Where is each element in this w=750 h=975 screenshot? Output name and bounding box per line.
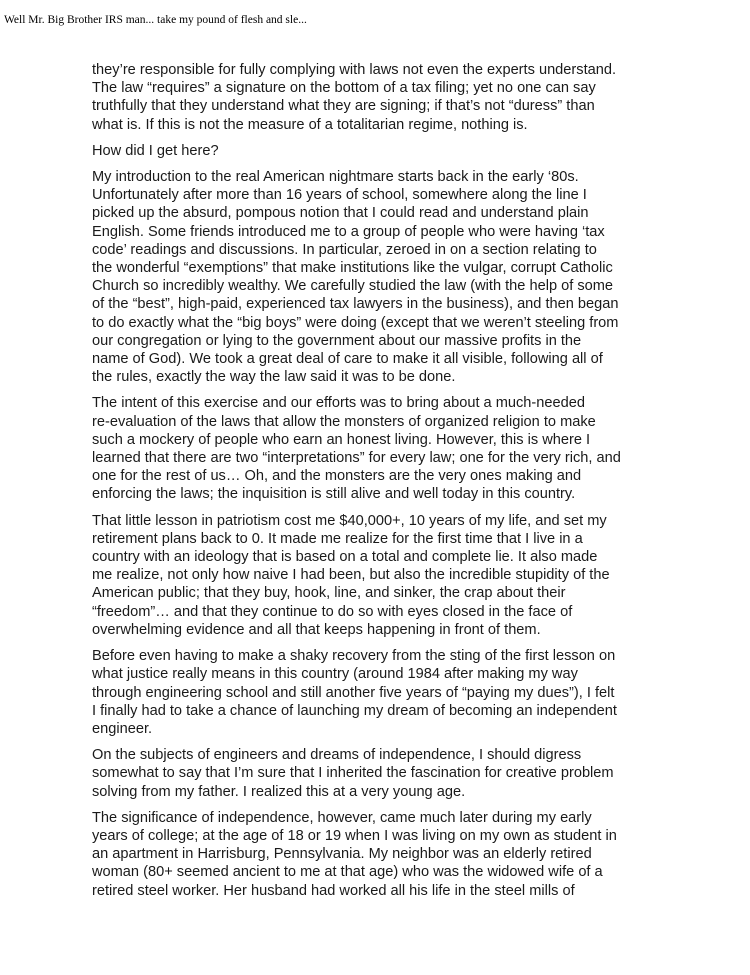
text-line: name of God). We took a great deal of care to make it all visible, following all of xyxy=(92,351,603,368)
text-line: somewhat to say that I’m sure that I inherited the fascination for creative problem xyxy=(92,765,614,782)
text-line: woman (80+ seemed ancient to me at that age) who was the widowed wife of a xyxy=(92,864,603,881)
paragraph xyxy=(92,61,672,134)
text-line: our congregation or lying to the government about our massive profits in the xyxy=(92,332,582,349)
text-line: the wonderful “exemptions” that make institutions like the vulgar, corrupt Catholic xyxy=(92,260,613,277)
text-line: English. Some friends introduced me to a group of people who were having ‘tax xyxy=(92,223,605,240)
text-line: re-evaluation of the laws that allow the monsters of organized religion to make xyxy=(92,413,596,430)
text-line: On the subjects of engineers and dreams of independence, I should digress xyxy=(92,747,582,764)
paragraph xyxy=(92,512,672,639)
paragraph xyxy=(92,647,672,738)
text-line: an apartment in Harrisburg, Pennsylvania. My neighbor was an elderly retired xyxy=(92,846,592,863)
text-line: such a mockery of people who earn an honest living. However, this is where I xyxy=(92,431,591,448)
text-line: American public; that they buy, hook, line, and sinker, the crap about their xyxy=(92,585,566,602)
text-line: through engineering school and still another five years of “paying my dues”), I felt xyxy=(92,684,615,701)
text-line: I finally had to take a chance of launching my dream of becoming an independent xyxy=(92,702,617,719)
text-line: what is. If this is not the measure of a totalitarian regime, nothing is. xyxy=(92,116,528,133)
page-header-title: Well Mr. Big Brother IRS man... take my pound of flesh and sle... xyxy=(4,14,307,26)
text-line: My introduction to the real American nightmare starts back in the early ‘80s. xyxy=(92,169,579,186)
text-line: learned that there are two “interpretations” for every law; one for the very rich, and xyxy=(92,450,621,467)
paragraph xyxy=(92,142,672,160)
document-body xyxy=(92,61,672,908)
text-line: That little lesson in patriotism cost me $40,000+, 10 years of my life, and set my xyxy=(92,512,607,529)
text-line: Church so incredibly wealthy. We carefully studied the law (with the help of some xyxy=(92,278,614,295)
text-line: of the “best”, high-paid, experienced tax lawyers in the business), and then began xyxy=(92,296,619,313)
text-line: code’ readings and discussions. In particular, zeroed in on a section relating to xyxy=(92,241,597,258)
paragraph xyxy=(92,809,672,900)
paragraph xyxy=(92,394,672,503)
text-line: Before even having to make a shaky recovery from the sting of the first lesson on xyxy=(92,648,616,665)
paragraph xyxy=(92,168,672,386)
text-line: Unfortunately after more than 16 years of school, somewhere along the line I xyxy=(92,187,587,204)
text-line: The intent of this exercise and our efforts was to bring about a much-needed xyxy=(92,395,585,412)
text-line: years of college; at the age of 18 or 19 when I was living on my own as student in xyxy=(92,827,617,844)
text-line: enforcing the laws; the inquisition is still alive and well today in this country. xyxy=(92,486,576,503)
text-line: solving from my father. I realized this at a very young age. xyxy=(92,783,466,800)
text-line: me realize, not only how naive I had been, but also the incredible stupidity of the xyxy=(92,567,610,584)
paragraph xyxy=(92,746,672,801)
text-line: to do exactly what the “big boys” were doing (except that we weren’t steeling from xyxy=(92,314,619,331)
text-line: How did I get here? xyxy=(92,142,219,159)
text-line: The significance of independence, however, came much later during my early xyxy=(92,809,592,826)
text-line: “freedom”… and that they continue to do so with eyes closed in the face of xyxy=(92,603,573,620)
text-line: they’re responsible for fully complying with laws not even the experts understand. xyxy=(92,62,617,78)
text-line: what justice really means in this country (around 1984 after making my way xyxy=(92,666,578,683)
text-line: retired steel worker. Her husband had worked all his life in the steel mills of xyxy=(92,882,575,899)
text-line: truthfully that they understand what they are signing; if that’s not “duress” than xyxy=(92,98,595,115)
text-line: overwhelming evidence and all that keeps happening in front of them. xyxy=(92,621,541,638)
text-line: one for the rest of us… Oh, and the monsters are the very ones making and xyxy=(92,468,582,485)
text-line: picked up the absurd, pompous notion that I could read and understand plain xyxy=(92,205,589,222)
text-line: the rules, exactly the way the law said it was to be done. xyxy=(92,369,456,386)
text-line: retirement plans back to 0. It made me realize for the first time that I live in a xyxy=(92,530,583,547)
text-line: The law “requires” a signature on the bottom of a tax filing; yet no one can say xyxy=(92,80,596,97)
text-line: engineer. xyxy=(92,720,153,737)
text-line: country with an ideology that is based on a total and complete lie. It also made xyxy=(92,549,598,566)
